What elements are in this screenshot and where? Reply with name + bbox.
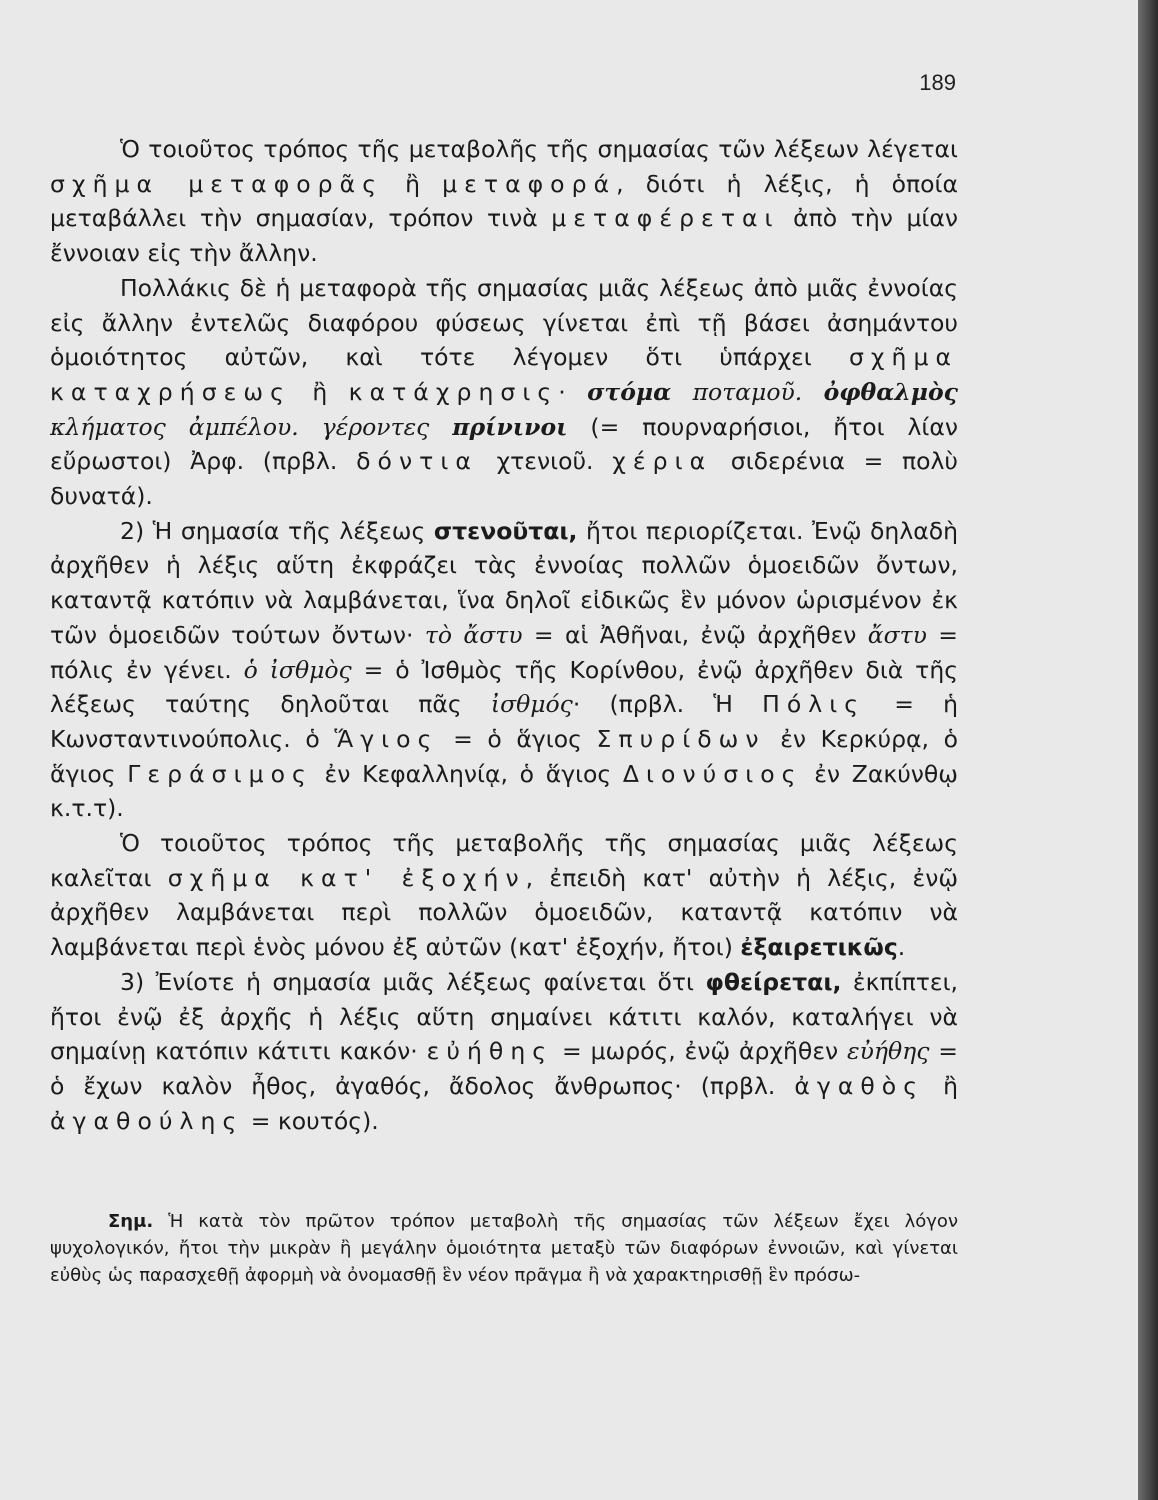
text-segment: ἐν Κεφαλληνίᾳ, ὁ ἅγιος — [312, 759, 623, 788]
page-number: 189 — [919, 70, 956, 95]
text-segment: μεταφέρεται — [551, 204, 780, 233]
paragraph-narrowing — [50, 514, 958, 826]
text-segment: (= πουρναρήσιοι, ἤτοι λίαν εὔρωστοι) Ἀρφ. (πρβλ. — [50, 412, 958, 476]
paragraph-metaphor — [50, 132, 958, 271]
text-segment: ὀφθαλμὸς — [823, 377, 958, 406]
text-segment: Σπυρίδων — [596, 724, 766, 753]
text-segment: τὸ ἄστυ — [424, 620, 523, 649]
main-text — [50, 132, 958, 1138]
text-segment: = ὁ Ἰσθμὸς τῆς Κορίνθου, ἐνῷ ἀρχῆθεν διὰ τῆς λέξεως ταύτης δηλοῦται πᾶς — [50, 655, 959, 719]
paragraph-antonomasia — [50, 826, 958, 965]
text-segment: εὐήθης — [426, 1037, 554, 1066]
text-segment: ἀγαθούλης — [50, 1106, 244, 1135]
text-segment: , διότι ἡ λέξις, ἡ ὁποία μεταβάλλει τὴν σημασίαν, τρόπον τινὰ — [50, 169, 958, 233]
text-segment: · (πρβλ. Ἡ — [572, 690, 763, 719]
text-segment: δόντια — [356, 447, 478, 476]
footnote-paragraph — [50, 1208, 958, 1289]
text-segment: φθείρεται, — [705, 967, 842, 996]
text-segment: χέρια — [612, 447, 713, 476]
text-segment — [802, 378, 823, 406]
text-segment: ὁ ἰσθμὸς — [243, 655, 352, 684]
text-segment: ἀγαθὸς — [794, 1071, 925, 1100]
text-segment: = κουτός). — [243, 1106, 379, 1135]
text-segment: σχῆμα κατ' ἐξοχήν — [167, 863, 526, 892]
footnote-text: Ἡ κατὰ τὸν πρῶτον τρόπον μεταβολὴ τῆς σημασίας τῶν λέξεων ἔχει λόγον ψυχολογικόν, ἤτοι τὴν μικρὰν ἢ μεγάλην ὁμοιότητα μεταξὺ τῶν διαφόρων ἐννοιῶν, καὶ γίνεται εὐθὺς ὡς παρασχεθῇ ἀφορμὴ νὰ ὀνομασθῇ ἓν νέον πρᾶγμα ἢ νὰ χαρακτηρισθῇ ἓν πρόσω- — [50, 1211, 958, 1286]
text-segment: ἤτοι περιορίζεται. Ἐνῷ δηλαδὴ ἀρχῆθεν ἡ λέξις αὕτη ἐκφράζει τὰς ἐννοίας πολλῶν ὁμοειδῶν ὄντων, καταντᾷ κατόπιν νὰ λαμβάνεται, ἵνα δηλοῖ εἰδικῶς ἓν μόνον ὡρισμένον ἐκ τῶν ὁμοειδῶν τούτων ὄντων· — [50, 516, 958, 649]
text-segment: Διονύσιος — [622, 759, 803, 788]
text-segment: ἐν Κερκύρᾳ, ὁ ἅγιος — [50, 724, 958, 788]
text-segment: μεταφορά — [442, 169, 617, 198]
text-segment: εὐήθης — [847, 1037, 930, 1066]
text-segment: · — [558, 377, 588, 406]
footnote-label: Σημ. — [108, 1211, 154, 1232]
page-edge-shadow — [1138, 0, 1158, 1500]
text-segment: ἢ — [383, 169, 443, 198]
text-segment: στενοῦται, — [433, 516, 578, 545]
text-segment: σχῆμα μεταφορᾶς — [50, 169, 384, 198]
text-segment: Πολλάκις δὲ ἡ μεταφορὰ τῆς σημασίας μιᾶς λέξεως ἀπὸ μιᾶς ἐννοίας εἰς ἄλλην ἐντελῶς διαφόρου φύσεως γίνεται ἐπὶ τῇ βάσει ἀσημάντου ὁμοιότητος αὐτῶν, καὶ τότε λέγομεν ὅτι ὑπάρχει — [50, 273, 958, 372]
text-segment: σχῆμα καταχρήσεως — [50, 343, 958, 406]
text-segment: = πόλις ἐν γένει. — [50, 620, 958, 684]
text-segment: Ὁ τοιοῦτος τρόπος τῆς μεταβολῆς τῆς σημασίας μιᾶς λέξεως καλεῖται — [50, 829, 958, 892]
text-segment: = ὁ ἅγιος — [438, 724, 597, 753]
text-segment: Ὁ τοιοῦτος τρόπος τῆς μεταβολῆς τῆς σημασίας τῶν λέξεων λέγεται — [120, 135, 958, 163]
text-segment: ἰσθμός — [490, 690, 573, 719]
text-segment: ἐκπίπτει, ἤτοι ἐνῷ ἐξ ἀρχῆς ἡ λέξις αὕτη σημαίνει κάτιτι καλόν, καταλήγει νὰ σημαίνῃ κατόπιν κάτιτι κακόν· — [50, 967, 958, 1066]
text-segment: πρίνινοι — [452, 412, 568, 441]
text-segment: Γεράσιμος — [127, 759, 313, 788]
text-segment — [429, 413, 452, 441]
paragraph-pejoration — [50, 965, 958, 1139]
paragraph-catachresis — [50, 271, 958, 514]
text-segment: κατάχρησις — [348, 377, 559, 406]
text-segment: = αἱ Ἀθῆναι, ἐνῷ ἀρχῆθεν — [522, 620, 868, 649]
text-segment: ἐξαιρετικῶς — [740, 933, 898, 962]
text-segment: Πόλις — [762, 690, 866, 719]
text-segment: κλήματος ἀμπέλου. γέροντες — [50, 412, 430, 441]
text-segment: . — [897, 933, 906, 962]
text-segment: = ὁ ἔχων καλὸν ἦθος, ἀγαθός, ἄδολος ἄνθρωπος· (πρβλ. — [50, 1037, 958, 1100]
text-segment: = μωρός, ἐνῷ ἀρχῆθεν — [553, 1037, 848, 1066]
text-segment: 3) Ἐνίοτε ἡ σημασία μιᾶς λέξεως φαίνεται ὅτι — [120, 967, 706, 996]
text-segment: Ἅγιος — [334, 724, 439, 753]
text-segment: σιδερένια = πολὺ δυνατά). — [50, 447, 959, 511]
text-segment: στόμα — [587, 377, 672, 406]
text-segment: ἄστυ — [867, 620, 927, 649]
text-segment: = ἡ Κωνσταντινούπολις. ὁ — [50, 690, 959, 753]
text-segment: ἐν Ζακύνθῳ κ.τ.τ). — [50, 759, 958, 823]
text-segment: , ἐπειδὴ κατ' αὐτὴν ἡ λέξις, ἐνῷ ἀρχῆθεν λαμβάνεται περὶ πολλῶν ὁμοειδῶν, καταντᾷ κατόπιν νὰ λαμβάνεται περὶ ἑνὸς μόνου ἐξ αὐτῶν (κατ' ἐξοχήν, ἤτοι) — [50, 863, 959, 962]
text-segment: χτενιοῦ. — [477, 447, 613, 476]
text-segment: ἢ — [290, 377, 349, 406]
footnote — [50, 1208, 958, 1289]
text-segment: ἢ — [924, 1071, 958, 1100]
text-segment: ἀπὸ τὴν μίαν ἔννοιαν εἰς τὴν ἄλλην. — [50, 204, 959, 268]
text-segment — [671, 378, 692, 406]
text-segment: 2) Ἡ σημασία τῆς λέξεως — [120, 516, 434, 545]
text-segment: ποταμοῦ. — [692, 377, 803, 406]
